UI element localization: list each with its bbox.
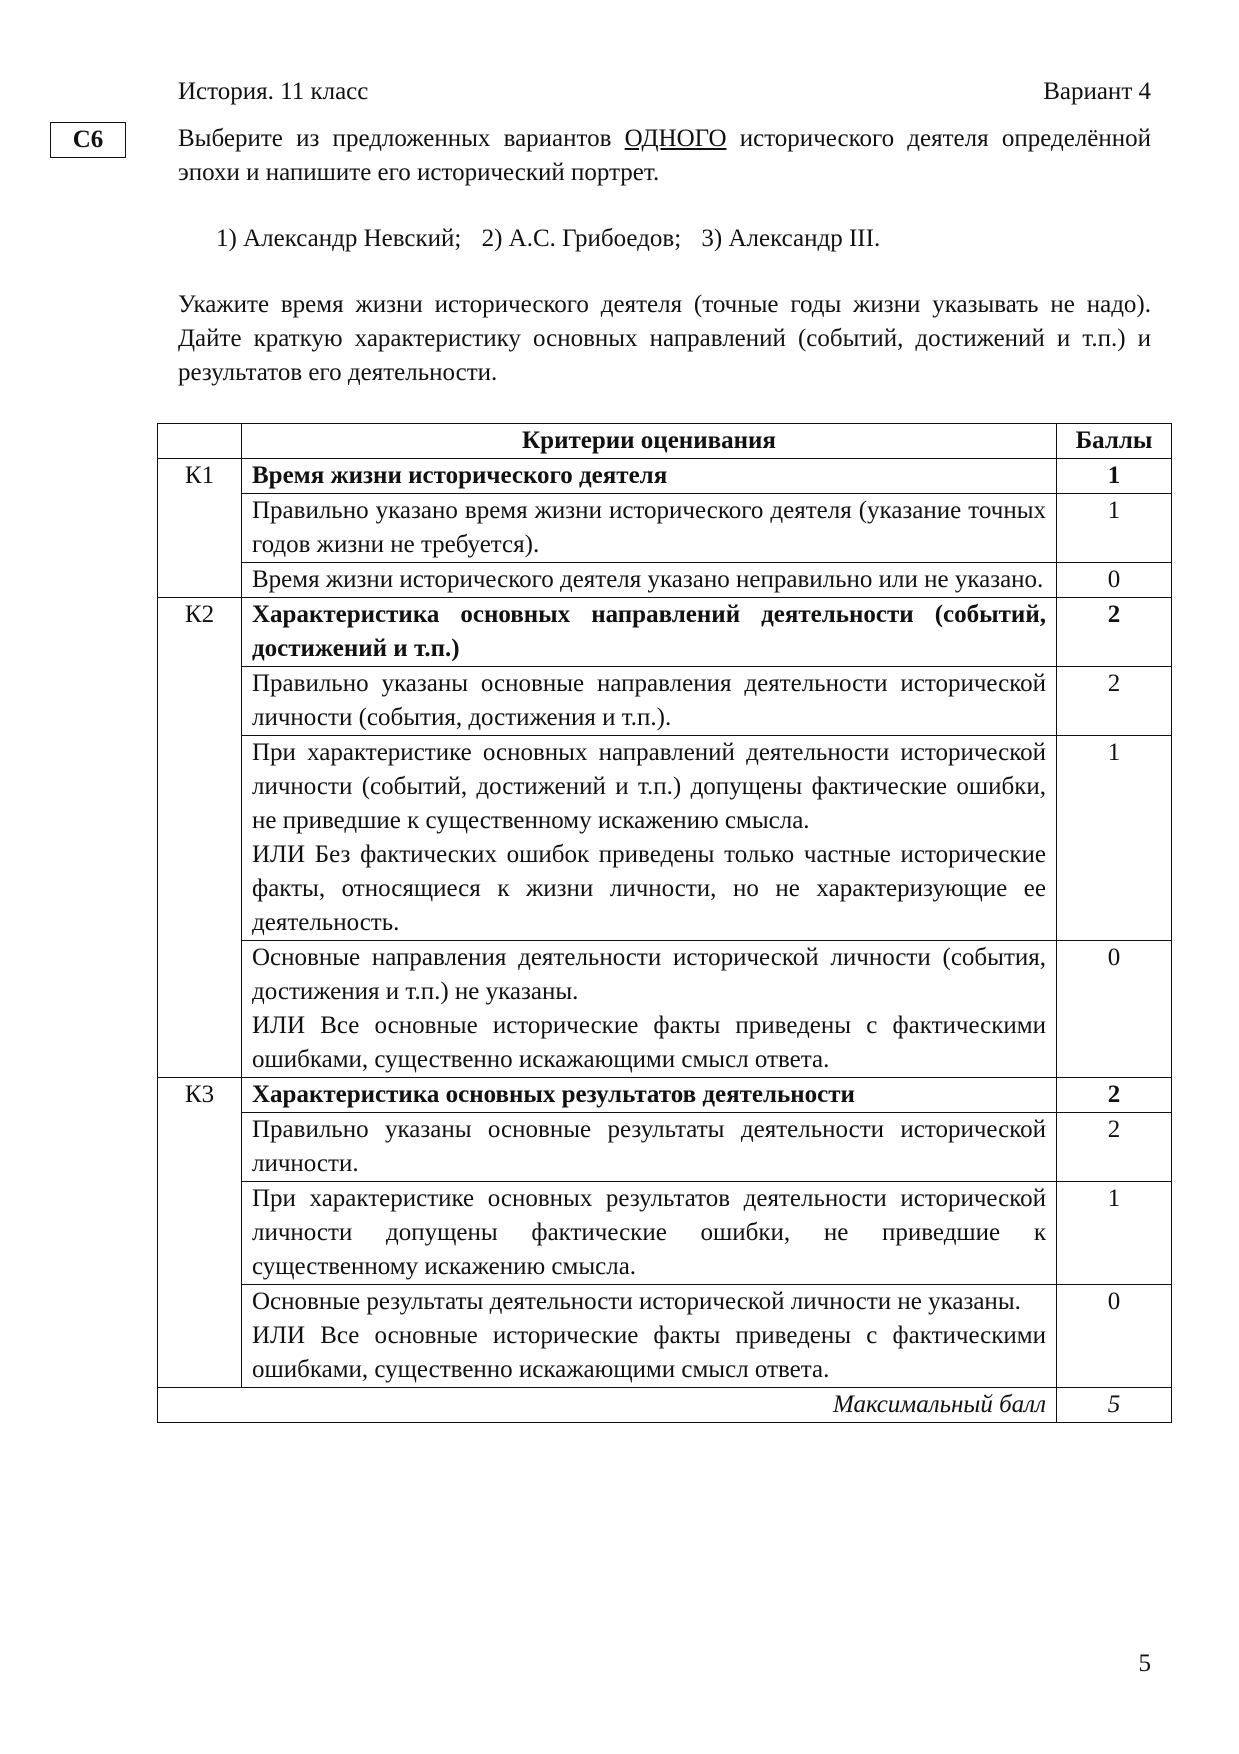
criterion-description <box>242 736 1057 941</box>
table-row <box>158 598 1172 667</box>
criterion-score: 0 <box>1057 1285 1172 1388</box>
table-header-row <box>158 424 1172 459</box>
option-item: 2) А.С. Грибоедов; <box>481 225 682 252</box>
criterion-description-part: Основные направления деятельности исторической личности (события, достижения и т.п.) не указаны. <box>252 944 1046 1005</box>
table-row <box>158 736 1172 941</box>
criterion-points-k2: 2 <box>1057 598 1172 667</box>
criterion-description <box>242 941 1057 1078</box>
instruction-text: Укажите время жизни исторического деятеля (точные годы жизни указывать не надо). Дайте краткую характеристику основных направлений (событий, достижений и т.п.) и результатов его деятельности. <box>178 291 1151 386</box>
criterion-code-k3: К3 <box>158 1078 242 1388</box>
header-variant: Вариант 4 <box>1043 78 1151 105</box>
table-row <box>158 941 1172 1078</box>
header-points: Баллы <box>1057 424 1172 459</box>
page-number: 5 <box>1138 1650 1151 1677</box>
criterion-description: При характеристике основных результатов деятельности исторической личности допущены фактические ошибки, не приведшие к существенному искажению смысла. <box>242 1182 1057 1285</box>
criterion-title-k3: Характеристика основных результатов деятельности <box>242 1078 1057 1113</box>
criterion-score: 1 <box>1057 736 1172 941</box>
criterion-description: Правильно указано время жизни исторического деятеля (указание точных годов жизни не требуется). <box>242 494 1057 563</box>
table-row <box>158 1113 1172 1182</box>
criterion-description: Правильно указаны основные результаты деятельности исторической личности. <box>242 1113 1057 1182</box>
criterion-description-alt: ИЛИ Все основные исторические факты приведены с фактическими ошибками, существенно искажающими смысл ответа. <box>252 1322 1046 1383</box>
table-row <box>158 563 1172 598</box>
criterion-description-alt: ИЛИ Без фактических ошибок приведены только частные исторические факты, относящиеся к жизни личности, но не характеризующие ее деятельность. <box>252 841 1046 936</box>
criterion-description-part: При характеристике основных направлений деятельности исторической личности (событий, достижений и т.п.) допущены фактические ошибки, не приведшие к существенному искажению смысла. <box>252 739 1046 834</box>
criterion-description <box>242 1285 1057 1388</box>
criterion-score: 1 <box>1057 1182 1172 1285</box>
task-text <box>178 122 1151 190</box>
table-row <box>158 459 1172 494</box>
criterion-description: Время жизни исторического деятеля указано неправильно или не указано. <box>242 563 1057 598</box>
criterion-description-part: Основные результаты деятельности исторической личности не указаны. <box>252 1288 1021 1315</box>
option-item: 3) Александр III. <box>701 225 881 252</box>
criterion-points-k1: 1 <box>1057 459 1172 494</box>
table-row <box>158 494 1172 563</box>
task-text-underlined: ОДНОГО <box>624 125 727 152</box>
criterion-code-k1: К1 <box>158 459 242 598</box>
option-item: 1) Александр Невский; <box>216 225 462 252</box>
criteria-table <box>157 423 1172 1423</box>
task-text-before: Выберите из предложенных вариантов <box>178 125 625 152</box>
max-score-label: Максимальный балл <box>158 1388 1057 1423</box>
criterion-score: 0 <box>1057 941 1172 1078</box>
criterion-score: 1 <box>1057 494 1172 563</box>
max-score-value: 5 <box>1057 1388 1172 1423</box>
criterion-description-alt: ИЛИ Все основные исторические факты приведены с фактическими ошибками, существенно искажающими смысл ответа. <box>252 1012 1046 1073</box>
criterion-code-k2: К2 <box>158 598 242 1078</box>
table-row <box>158 667 1172 736</box>
criterion-score: 2 <box>1057 1113 1172 1182</box>
task-badge: С6 <box>50 122 126 158</box>
header-subject: История. 11 класс <box>178 78 369 105</box>
criterion-score: 0 <box>1057 563 1172 598</box>
criterion-score: 2 <box>1057 667 1172 736</box>
criterion-title-k1: Время жизни исторического деятеля <box>242 459 1057 494</box>
criterion-title-k2: Характеристика основных направлений деятельности (событий, достижений и т.п.) <box>242 598 1057 667</box>
table-row <box>158 1182 1172 1285</box>
table-row <box>158 1285 1172 1388</box>
options-list <box>216 222 894 256</box>
criterion-points-k3: 2 <box>1057 1078 1172 1113</box>
table-row <box>158 1078 1172 1113</box>
criterion-description: Правильно указаны основные направления деятельности исторической личности (события, достижения и т.п.). <box>242 667 1057 736</box>
header-criteria: Критерии оценивания <box>242 424 1057 459</box>
task-text-after: исторического деятеля определённой эпохи и напишите его исторический портрет. <box>178 125 1152 186</box>
header-empty-cell <box>158 424 242 459</box>
max-score-row <box>158 1388 1172 1423</box>
